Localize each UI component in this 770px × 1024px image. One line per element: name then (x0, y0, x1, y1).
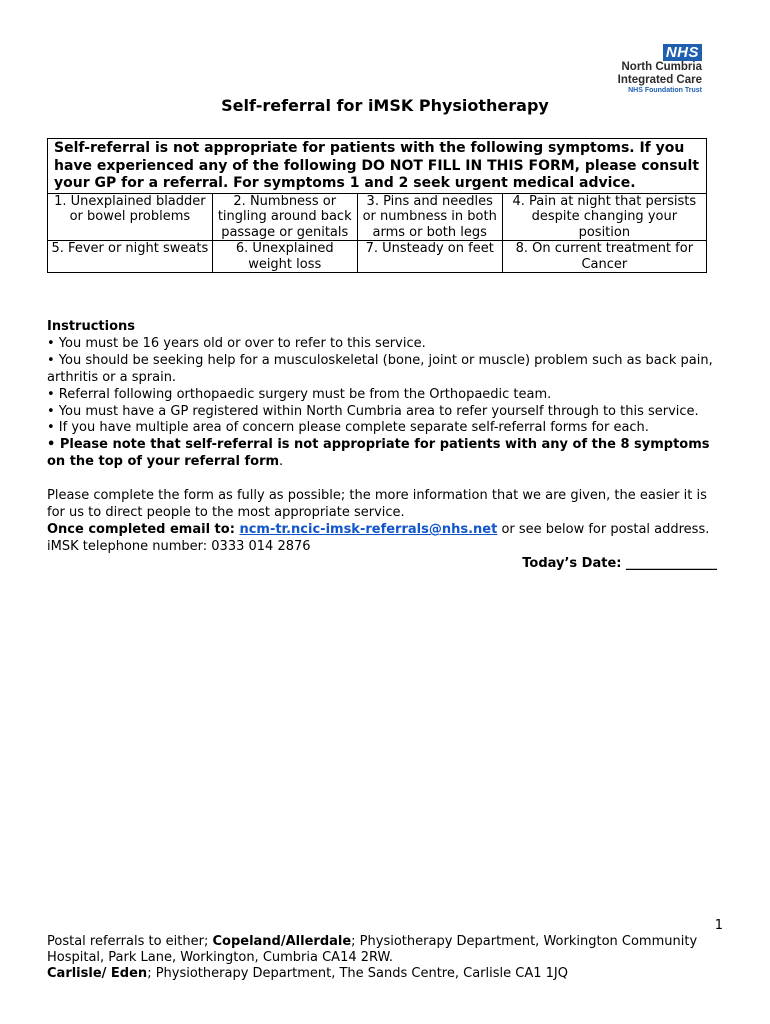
nhs-logo (618, 42, 702, 95)
symptom-cell: 7. Unsteady on feet (357, 241, 502, 273)
email-label: Once completed email to: (47, 521, 240, 537)
postal-footer (47, 934, 727, 982)
table-row (48, 241, 707, 273)
todays-date-field[interactable]: Today’s Date: ______________ (522, 555, 717, 571)
location-address: ; Physiotherapy Department, The Sands Centre, Carlisle CA1 1JQ (147, 966, 568, 981)
instructions-heading: Instructions (47, 319, 136, 334)
warning-note-end: . (279, 454, 284, 470)
footer-line (47, 966, 727, 982)
logo-org-line2: Integrated Care (617, 73, 702, 86)
completion-paragraph: Please complete the form as fully as possible; the more information that we are given, the easier it is for us to direct people to the most appropriate service. (47, 488, 707, 521)
page-number: 1 (714, 918, 723, 933)
warning-note: Please note that self-referral is not appropriate for patients with any of the 8 symptoms on the top of your referral form (47, 437, 710, 470)
instruction-item: • Referral following orthopaedic surgery must be from the Orthopaedic team. (47, 386, 552, 402)
instruction-item-warning (47, 437, 717, 471)
logo-trust-line: NHS Foundation Trust (628, 87, 702, 94)
page-title: Self-referral for iMSK Physiotherapy (221, 96, 549, 115)
location-name: Carlisle/ Eden (47, 966, 148, 981)
bullet: • (47, 437, 60, 453)
symptom-cell: 6. Unexplained weight loss (212, 241, 357, 273)
instruction-item: • You should be seeking help for a musculoskeletal (bone, joint or muscle) problem such as back pain, arthritis or a sprain. (47, 352, 713, 385)
symptom-cell: 5. Fever or night sweats (48, 241, 213, 273)
location-address: ; Physiotherapy Department, Workington Community Hospital, Park Lane, Workington, Cumbria CA14 2RW. (47, 934, 698, 965)
instruction-item: • You must be 16 years old or over to refer to this service. (47, 335, 426, 351)
symptom-cell: 1. Unexplained bladder or bowel problems (48, 193, 213, 241)
symptom-cell: 3. Pins and needles or numbness in both arms or both legs (357, 193, 502, 241)
phone-line: iMSK telephone number: 0333 014 2876 (47, 538, 311, 554)
instruction-item: • If you have multiple area of concern please complete separate self-referral forms for each. (47, 420, 649, 436)
instructions-section (47, 319, 717, 573)
symptom-cell: 4. Pain at night that persists despite changing your position (502, 193, 706, 241)
nhs-badge: NHS (663, 44, 702, 61)
email-line (47, 522, 717, 539)
symptom-cell: 2. Numbness or tingling around back passage or genitals (212, 193, 357, 241)
logo-org-line1: North Cumbria (621, 61, 702, 73)
instruction-item: • You must have a GP registered within North Cumbria area to refer yourself through to this service. (47, 403, 699, 419)
footer-line (47, 934, 727, 966)
symptom-cell: 8. On current treatment for Cancer (502, 241, 706, 273)
email-link[interactable]: ncm-tr.ncic-imsk-referrals@nhs.net (239, 521, 498, 537)
symptoms-table (47, 138, 707, 273)
location-name: Copeland/Allerdale (212, 934, 352, 949)
email-suffix: or see below for postal address. (497, 521, 710, 537)
symptoms-warning: Self-referral is not appropriate for patients with the following symptoms. If you have experienced any of the following DO NOT FILL IN THIS FORM, please consult your GP for a referral. For symptoms 1 and 2 seek urgent medical advice. (48, 139, 707, 194)
table-row (48, 193, 707, 241)
footer-intro: Postal referrals to either; (47, 934, 213, 949)
